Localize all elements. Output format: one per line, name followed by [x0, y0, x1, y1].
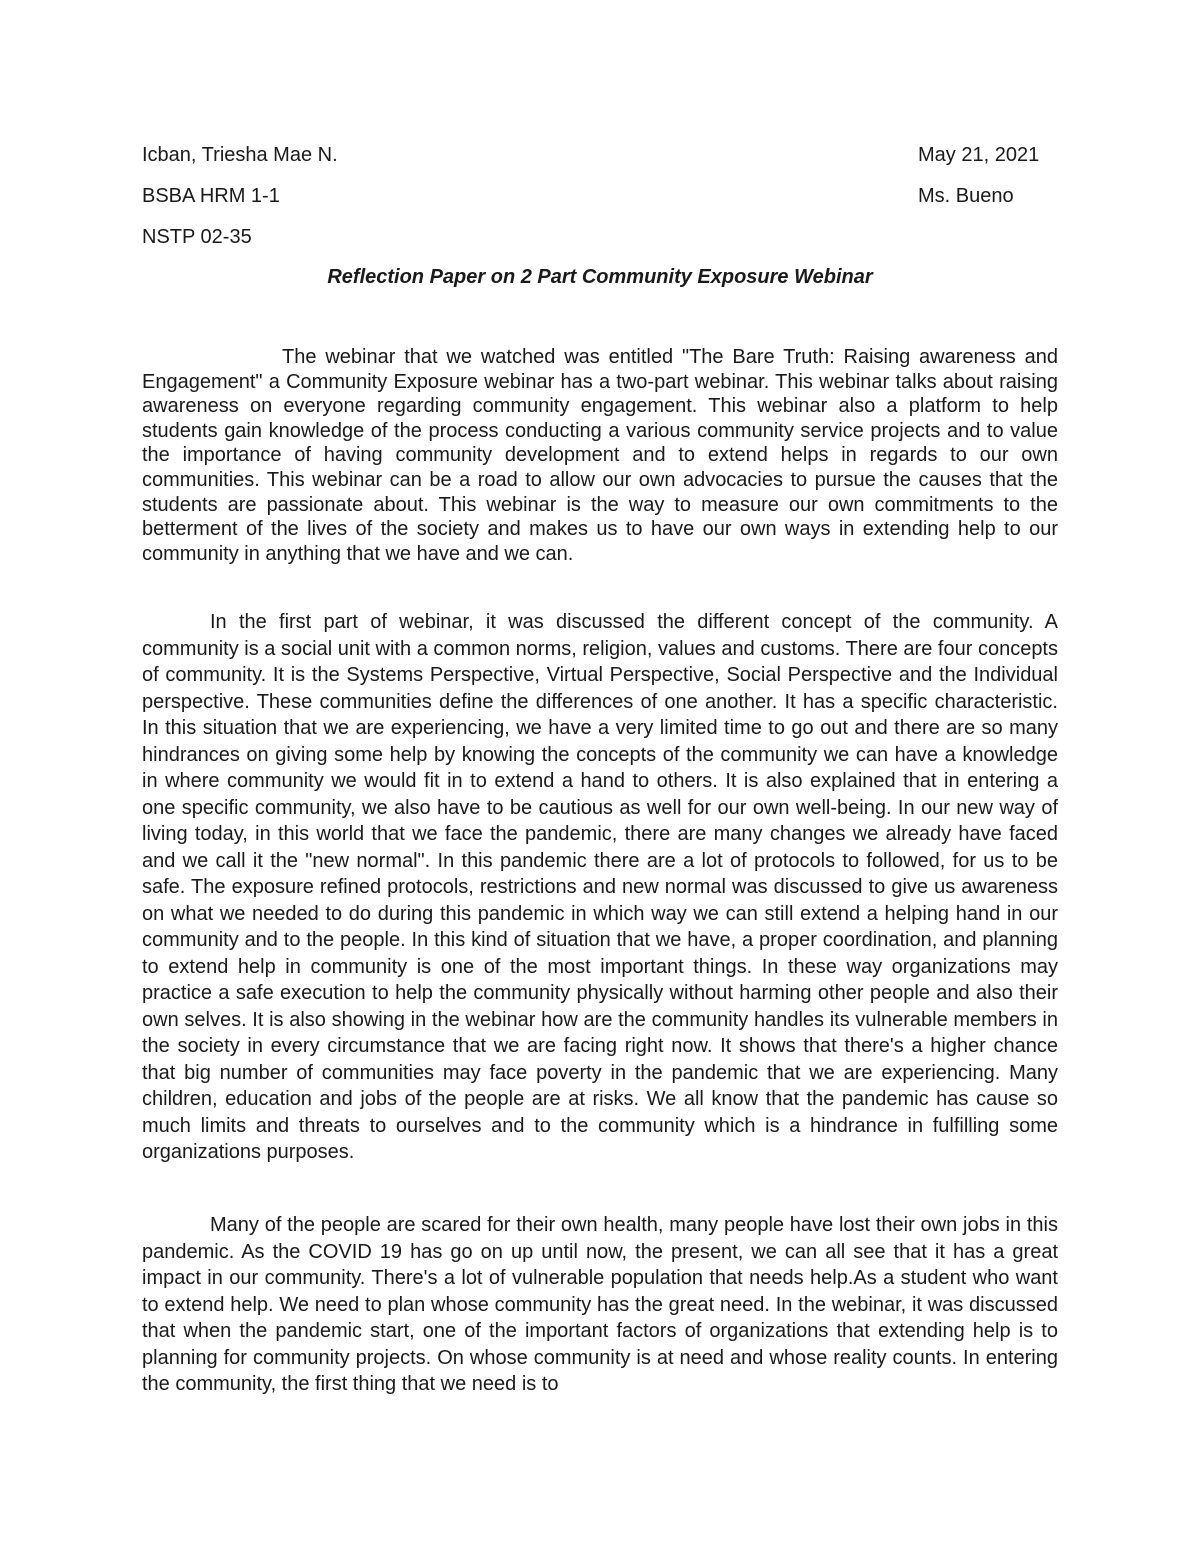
paragraph-1: The webinar that we watched was entitled "The Bare Truth: Raising awareness and Engagement" a Community Exposure webinar has a two-part webinar. This webinar talks about raising awareness on everyone regarding community engagement. This webinar also a platform to help students gain knowledge of the process conducting a various community service projects and to value the importance of having community development and to extend helps in regards to our own communities. This webinar can be a road to allow our own advocacies to pursue the causes that the students are passionate about. This webinar is the way to measure our own commitments to the betterment of the lives of the society and makes us to have our own ways in extending help to our community in anything that we have and we can.: [142, 346, 1058, 565]
paper-title: Reflection Paper on 2 Part Community Exposure Webinar: [327, 266, 873, 288]
header-row-name-date: [142, 143, 1048, 167]
header-row-course-instructor: [142, 184, 1048, 208]
header-row-section: [142, 225, 1048, 249]
paragraph-2: In the first part of webinar, it was discussed the different concept of the community. A community is a social unit with a common norms, religion, values and customs. There are four concepts of community. It is the Systems Perspective, Virtual Perspective, Social Perspective and the Individual perspective. These communities define the differences of one another. It has a specific characteristic. In this situation that we are experiencing, we have a very limited time to go out and there are so many hindrances on giving some help by knowing the concepts of the community we can have a knowledge in where community we would fit in to extend a hand to others. It is also explained that in entering a one specific community, we also have to be cautious as well for our own well-being. In our new way of living today, in this world that we face the pandemic, there are many changes we already have faced and we call it the "new normal". In this pandemic there are a lot of protocols to followed, for us to be safe. The exposure refined protocols, restrictions and new normal was discussed to give us awareness on what we needed to do during this pandemic in which way we can still extend a helping hand in our community and to the people. In this kind of situation that we have, a proper coordination, and planning to extend help in community is one of the most important things. In these way organizations may practice a safe execution to help the community physically without harming other people and also their own selves. It is also showing in the webinar how are the community handles its vulnerable members in the society in every circumstance that we are facing right now. It shows that there's a higher chance that big number of communities may face poverty in the pandemic that we are experiencing. Many children, education and jobs of the people are at risks. We all know that the pandemic has cause so much limits and threats to ourselves and to the community which is a hindrance in fulfilling some organizations purposes.: [142, 611, 1058, 1163]
course-code: BSBA HRM 1-1: [142, 185, 280, 207]
paragraph-3: Many of the people are scared for their own health, many people have lost their own jobs in this pandemic. As the COVID 19 has go on up until now, the present, we can all see that it has a great impact in our community. There's a lot of vulnerable population that needs help.As a student who want to extend help. We need to plan whose community has the great need. In the webinar, it was discussed that when the pandemic start, one of the important factors of organizations that extending help is to planning for community projects. On whose community is at need and whose reality counts. In entering the community, the first thing that we need is to: [142, 1214, 1058, 1395]
instructor-name: Ms. Bueno: [918, 185, 1014, 207]
section-code: NSTP 02-35: [142, 226, 252, 248]
student-name: Icban, Triesha Mae N.: [142, 144, 338, 166]
paper-date: May 21, 2021: [918, 144, 1040, 166]
